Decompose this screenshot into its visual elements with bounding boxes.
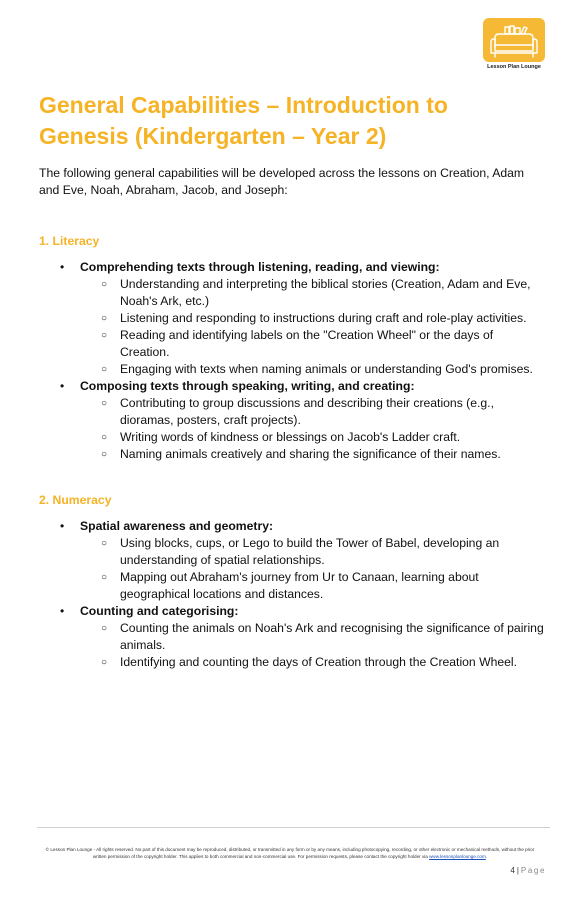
logo-badge xyxy=(483,18,545,62)
numeracy-capabilities-list xyxy=(0,518,579,671)
capability-point: ○ Listening and responding to instructions during craft and role-play activities. xyxy=(80,310,545,327)
capability-title: • Counting and categorising: xyxy=(80,604,239,618)
capability-item xyxy=(0,603,579,671)
copyright-suffix: . xyxy=(485,854,488,859)
capability-point: ○ Contributing to group discussions and describing their creations (e.g., dioramas, posters, craft projects). xyxy=(80,395,545,429)
capability-point: ○ Using blocks, cups, or Lego to build the Tower of Babel, developing an understanding of spatial relationships. xyxy=(80,535,545,569)
literacy-capabilities-list xyxy=(0,259,579,463)
capability-point: ○ Understanding and interpreting the biblical stories (Creation, Adam and Eve, Noah's Ark, etc.) xyxy=(80,276,545,310)
capability-item xyxy=(0,259,579,378)
footer-copyright xyxy=(40,846,540,860)
capability-points xyxy=(80,535,579,603)
capability-point: ○ Naming animals creatively and sharing the significance of their names. xyxy=(80,446,545,463)
page-number xyxy=(510,866,546,875)
website-link[interactable]: www.lessonplanlounge.com xyxy=(429,854,486,859)
capability-title: • Comprehending texts through listening, reading, and viewing: xyxy=(80,260,440,274)
intro-paragraph: The following general capabilities will be developed across the lessons on Creation, Adam and Eve, Noah, Abraham, Jacob, and Joseph: xyxy=(39,166,525,197)
page-separator: | xyxy=(516,866,519,875)
page-number-value: 4 xyxy=(510,866,515,875)
capability-point: ○ Counting the animals on Noah's Ark and recognising the significance of pairing animals. xyxy=(80,620,545,654)
brand-logo xyxy=(478,14,550,76)
capability-point: ○ Engaging with texts when naming animals or understanding God's promises. xyxy=(80,361,545,378)
logo-caption: Lesson Plan Lounge xyxy=(487,64,541,70)
capability-point: ○ Writing words of kindness or blessings on Jacob's Ladder craft. xyxy=(80,429,545,446)
capability-points xyxy=(80,620,579,671)
capability-points xyxy=(80,276,579,378)
page-title: General Capabilities – Introduction to Genesis (Kindergarten – Year 2) xyxy=(39,92,448,149)
copyright-text: © Lesson Plan Lounge - All rights reserved. No part of this document may be reproduced, distributed, or transmitted in any form or by any means, including photocopying, recording, or other electronic or mechanical methods, without the prior written permission of the copyright holder. This applies to both commercial and non-commercial use. For permission requests, please contact the copyright holder via xyxy=(45,847,535,859)
page-word: Page xyxy=(520,866,546,875)
capability-item xyxy=(0,518,579,603)
capability-point: ○ Reading and identifying labels on the "Creation Wheel" or the days of Creation. xyxy=(80,327,545,361)
footer-divider xyxy=(37,827,550,828)
capability-title: • Spatial awareness and geometry: xyxy=(80,519,274,533)
capability-point: ○ Identifying and counting the days of Creation through the Creation Wheel. xyxy=(80,654,545,671)
capability-title: • Composing texts through speaking, writing, and creating: xyxy=(80,379,415,393)
capability-point: ○ Mapping out Abraham's journey from Ur to Canaan, learning about geographical locations and distances. xyxy=(80,569,545,603)
sofa-with-books-icon xyxy=(483,18,545,62)
capability-item xyxy=(0,378,579,463)
section-heading-literacy: 1. Literacy xyxy=(39,234,100,248)
capability-points xyxy=(80,395,579,463)
section-heading-numeracy: 2. Numeracy xyxy=(39,493,112,507)
